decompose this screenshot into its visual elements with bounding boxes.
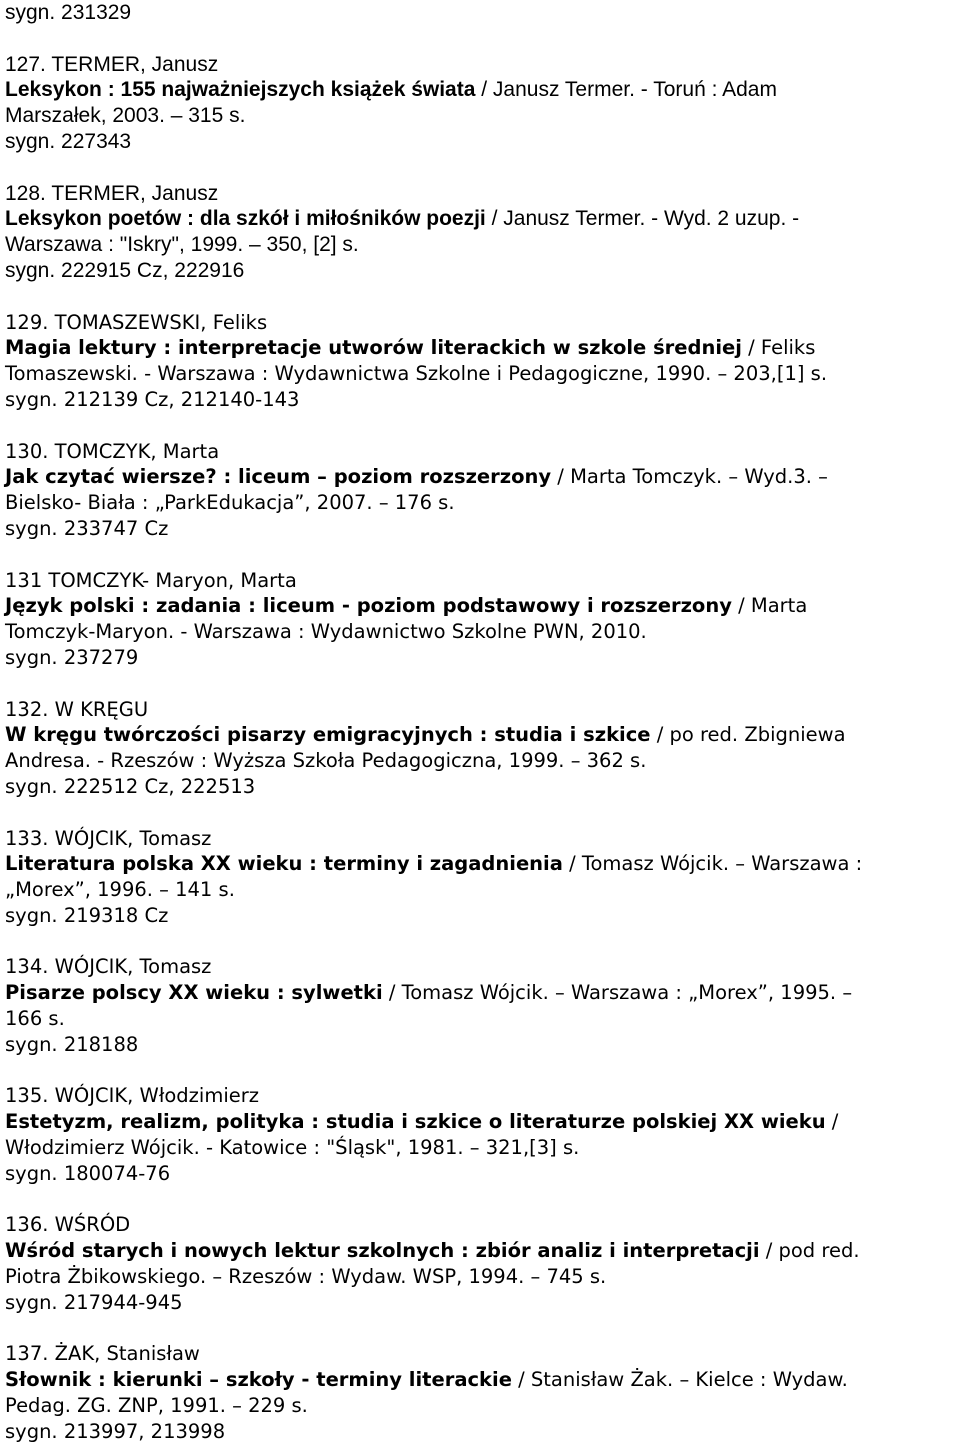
entry-heading: 127. TERMER, Janusz — [5, 52, 219, 76]
entry-title: Leksykon poetów : dla szkół i miłośników poezji — [5, 207, 486, 231]
entry-description-line — [5, 1006, 957, 1032]
entry-title: Słownik : kierunki – szkoły - terminy literackie — [5, 1368, 512, 1392]
entry-title: Literatura polska XX wieku : terminy i zagadnienia — [5, 852, 563, 876]
entry-signature: sygn. 213997, 213998 — [5, 1419, 226, 1443]
entry-heading: 131 TOMCZYK- Maryon, Marta — [5, 568, 297, 592]
entry-details: / pod red. — [759, 1239, 860, 1263]
spacer — [5, 413, 957, 439]
entry-description-line — [5, 464, 957, 490]
spacer — [5, 26, 957, 52]
spacer — [5, 542, 957, 568]
entry-details: Tomczyk-Maryon. - Warszawa : Wydawnictwo Szkolne PWN, 2010. — [5, 620, 647, 644]
entry-details: / Tomasz Wójcik. – Warszawa : „Morex”, 1995. – — [382, 981, 853, 1005]
entry-description-line — [5, 877, 957, 903]
entry-signature: sygn. 219318 Cz — [5, 903, 169, 927]
spacer — [5, 284, 957, 310]
entry-signature: sygn. 212139 Cz, 212140-143 — [5, 387, 300, 411]
entry-details: Tomaszewski. - Warszawa : Wydawnictwa Szkolne i Pedagogiczne, 1990. – 203,[1] s. — [5, 362, 828, 386]
entry-description-line — [5, 619, 957, 645]
entry-description-line — [5, 490, 957, 516]
entry-description-line — [5, 748, 957, 774]
entry-description-line — [5, 77, 957, 103]
entry-heading: 129. TOMASZEWSKI, Feliks — [5, 310, 268, 334]
entry-title: W kręgu twórczości pisarzy emigracyjnych : studia i szkice — [5, 723, 651, 747]
entry-title: Wśród starych i nowych lektur szkolnych : zbiór analiz i interpretacji — [5, 1239, 760, 1263]
entry-description-line — [5, 722, 957, 748]
entry-description-line — [5, 593, 957, 619]
entry-heading: 130. TOMCZYK, Marta — [5, 439, 220, 463]
entry-description-line — [5, 206, 957, 232]
spacer — [5, 671, 957, 697]
bibliography-page — [5, 0, 957, 1445]
entry-details: Andresa. - Rzeszów : Wyższa Szkoła Pedagogiczna, 1999. – 362 s. — [5, 749, 647, 773]
entry-heading: 137. ŻAK, Stanisław — [5, 1342, 200, 1366]
spacer — [5, 1316, 957, 1342]
entry-details: / Stanisław Żak. – Kielce : Wydaw. — [511, 1368, 848, 1392]
bibliography-entry — [5, 1212, 957, 1341]
bibliography-entry — [5, 954, 957, 1083]
entry-description-line — [5, 851, 957, 877]
spacer — [5, 1058, 957, 1084]
entry-heading: 128. TERMER, Janusz — [5, 181, 219, 205]
bibliography-entry — [5, 52, 957, 181]
entry-description-line — [5, 1367, 957, 1393]
entry-details: / Marta Tomczyk. – Wyd.3. – — [551, 465, 828, 489]
entry-details: Włodzimierz Wójcik. - Katowice : "Śląsk", 1981. – 321,[3] s. — [5, 1136, 580, 1160]
entry-details: / Feliks — [741, 336, 816, 360]
entry-description-line — [5, 1238, 957, 1264]
entry-details: Piotra Żbikowskiego. – Rzeszów : Wydaw. WSP, 1994. – 745 s. — [5, 1265, 607, 1289]
bibliography-entry — [5, 1341, 957, 1444]
bibliography-entry — [5, 181, 957, 310]
entry-description-line — [5, 1393, 957, 1419]
entry-signature: sygn. 217944-945 — [5, 1290, 183, 1314]
entry-heading: 132. W KRĘGU — [5, 697, 149, 721]
spacer — [5, 1187, 957, 1213]
entry-details: Bielsko- Biała : „ParkEdukacja”, 2007. – 176 s. — [5, 491, 455, 515]
bibliography-entry — [5, 568, 957, 697]
entry-description-line — [5, 1264, 957, 1290]
entry-details: Pedag. ZG. ZNP, 1991. – 229 s. — [5, 1394, 308, 1418]
entry-details: / Tomasz Wójcik. – Warszawa : — [562, 852, 863, 876]
entries-list — [5, 52, 957, 1445]
entry-title: Leksykon : 155 najważniejszych książek świata — [5, 78, 476, 102]
entry-signature: sygn. 218188 — [5, 1032, 139, 1056]
entry-details: / Janusz Termer. - Toruń : Adam — [475, 78, 777, 102]
entry-description-line — [5, 1135, 957, 1161]
spacer — [5, 800, 957, 826]
bibliography-entry — [5, 310, 957, 439]
entry-details: / po red. Zbigniewa — [650, 723, 846, 747]
spacer — [5, 155, 957, 181]
entry-heading: 134. WÓJCIK, Tomasz — [5, 955, 212, 979]
entry-description-line — [5, 1109, 957, 1135]
entry-details: „Morex”, 1996. – 141 s. — [5, 878, 235, 902]
spacer — [5, 929, 957, 955]
entry-signature: sygn. 233747 Cz — [5, 516, 169, 540]
entry-heading: 136. WŚRÓD — [5, 1213, 131, 1237]
entry-description-line — [5, 361, 957, 387]
bibliography-entry — [5, 697, 957, 826]
entry-signature: sygn. 227343 — [5, 129, 132, 153]
entry-signature: sygn. 237279 — [5, 645, 139, 669]
entry-details: / Janusz Termer. - Wyd. 2 uzup. - — [485, 207, 800, 231]
entry-details: Marszałek, 2003. – 315 s. — [5, 104, 246, 128]
bibliography-entry — [5, 439, 957, 568]
entry-title: Estetyzm, realizm, polityka : studia i szkice o literaturze polskiej XX wieku — [5, 1110, 826, 1134]
entry-title: Jak czytać wiersze? : liceum – poziom rozszerzony — [5, 465, 552, 489]
entry-details: 166 s. — [5, 1007, 65, 1031]
entry-description-line — [5, 980, 957, 1006]
bibliography-entry — [5, 826, 957, 955]
bibliography-entry — [5, 1083, 957, 1212]
top-signature: sygn. 231329 — [5, 1, 132, 24]
entry-heading: 135. WÓJCIK, Włodzimierz — [5, 1084, 259, 1108]
entry-details: Warszawa : "Iskry", 1999. – 350, [2] s. — [5, 233, 359, 257]
entry-title: Pisarze polscy XX wieku : sylwetki — [5, 981, 383, 1005]
entry-signature: sygn. 180074-76 — [5, 1161, 171, 1185]
entry-heading: 133. WÓJCIK, Tomasz — [5, 826, 212, 850]
entry-signature: sygn. 222915 Cz, 222916 — [5, 258, 245, 282]
entry-description-line — [5, 103, 957, 129]
entry-details: / — [825, 1110, 839, 1134]
entry-signature: sygn. 222512 Cz, 222513 — [5, 774, 256, 798]
entry-description-line — [5, 232, 957, 258]
entry-details: / Marta — [731, 594, 808, 618]
entry-description-line — [5, 335, 957, 361]
entry-title: Magia lektury : interpretacje utworów literackich w szkole średniej — [5, 336, 742, 360]
entry-title: Język polski : zadania : liceum - poziom podstawowy i rozszerzony — [5, 594, 732, 618]
